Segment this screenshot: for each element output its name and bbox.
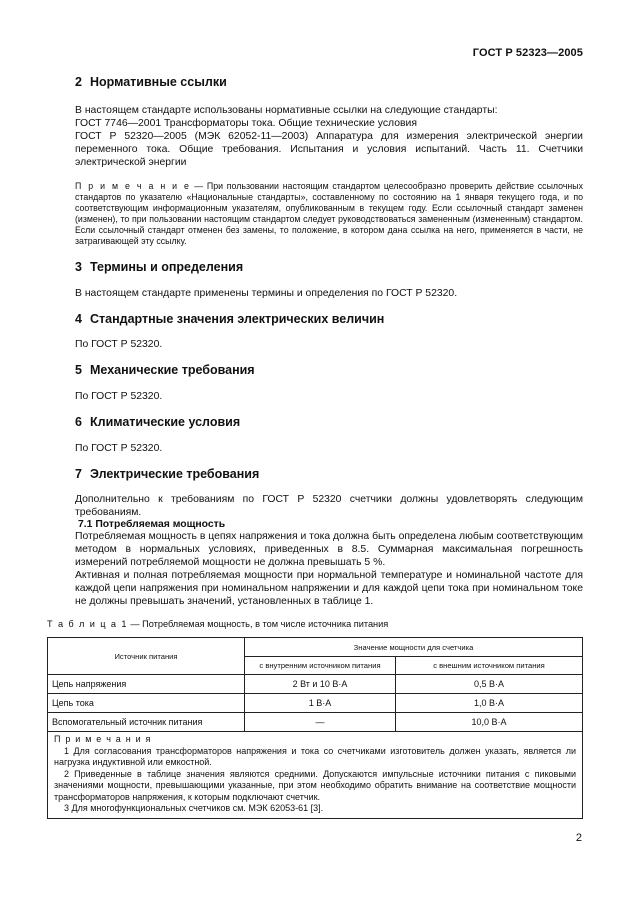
table-cell: 1 В·А [245,694,396,713]
section-title: Механические требования [90,363,255,377]
paragraph: По ГОСТ Р 52320. [75,339,163,350]
table-row [48,675,583,694]
table-cell: 2 Вт и 10 В·А [245,675,396,694]
section-title: Климатические условия [90,415,241,429]
table-row [48,713,583,732]
section-number: 5 [75,363,82,377]
reference-item: ГОСТ 7746—2001 Трансформаторы тока. Общие технические условия [75,118,417,129]
section-5-heading [75,363,583,377]
reference-item: ГОСТ Р 52320—2005 (МЭК 62052-11—2003) Аппаратура для измерения электрической энергии переменного тока. Общие требования. Испытания и условия испытаний. Часть 11. Счетчики электрической энергии [75,131,583,168]
note-text: — При пользовании настоящим стандартом целесообразно проверить действие ссылочных стандартов по указателю «Национальные стандарты», составленному по состоянию на 1 января текущего года, и по соответствующим информационным указателям, опубликованным в текущем году. Если ссылочный стандарт заменен (изменен), то при пользовании настоящим стандартом следует руководствоваться замененным (измененным) стандартом. Если ссылочный стандарт отменен без замены, то положение, в котором дана ссылка на него, применяется в части, не затрагивающей эту ссылку. [75,181,583,246]
section-title: Стандартные значения электрических величин [90,312,385,326]
paragraph: В настоящем стандарте использованы нормативные ссылки на следующие стандарты: [75,105,498,116]
section-number: 2 [75,75,82,89]
column-header-source: Источник питания [48,638,245,675]
section-2-note [75,181,583,247]
section-number: 4 [75,312,82,326]
paragraph: По ГОСТ Р 52320. [75,443,163,454]
column-header-group: Значение мощности для счетчика [245,638,583,657]
subsection-title: 7.1 Потребляемая мощность [78,519,226,530]
subsection-7-1 [75,519,583,608]
section-number: 6 [75,415,82,429]
running-header: ГОСТ Р 52323—2005 [472,47,583,59]
section-3-heading [75,260,583,274]
section-number: 7 [75,467,82,481]
note-label: П р и м е ч а н и е [75,181,191,191]
section-4-body [75,338,583,351]
table-caption [47,618,583,631]
table-cell: — [245,713,396,732]
table-cell: 10,0 В·А [396,713,583,732]
caption-label: Т а б л и ц а 1 [47,619,128,629]
paragraph: Активная и полная потребляемая мощности при нормальной температуре и номинальной частоте для каждой цепи напряжения при номинальном напряжении и для каждой цепи тока при номинальном токе не должны превышать значений, установленных в таблице 1. [75,570,583,607]
paragraph: Дополнительно к требованиям по ГОСТ Р 52320 счетчики должны удовлетворять следующим требованиям. [75,494,583,518]
section-7-body [75,493,583,519]
table-note: 2 Приведенные в таблице значения являются средними. Допускаются импульсные источники питания с пиковыми значениями мощности, превышающими указанные, при этом необходимо обратить внимание на соответствие мощности трансформаторов напряжения, к которым подключают счетчик. [54,768,576,802]
table-notes [47,732,583,819]
section-6-heading [75,415,583,429]
caption-text: — Потребляемая мощность, в том числе источника питания [127,619,389,629]
table-cell: Вспомогательный источник питания [48,713,245,732]
notes-label: П р и м е ч а н и я [54,734,152,744]
section-3-body [75,287,583,300]
paragraph: По ГОСТ Р 52320. [75,391,163,402]
table-note: 3 Для многофункциональных счетчиков см. МЭК 62053-61 [3]. [64,803,324,813]
section-title: Термины и определения [90,260,244,274]
section-title: Электрические требования [90,467,260,481]
section-number: 3 [75,260,82,274]
paragraph: Потребляемая мощность в цепях напряжения и тока должна быть определена любым соответствующим методом в нормальных условиях, приведенных в 8.5. Суммарная максимальная погрешность измерений потребляемой мощности не должна превышать 5 %. [75,531,583,568]
column-header-external: с внешним источником питания [396,657,583,675]
page-number: 2 [575,832,582,844]
section-2-heading [75,75,583,89]
table-cell: 1,0 В·А [396,694,583,713]
section-6-body [75,442,583,455]
section-title: Нормативные ссылки [90,75,227,89]
table-cell: Цепь напряжения [48,675,245,694]
section-2-body [75,104,583,169]
column-header-internal: с внутренним источником питания [245,657,396,675]
table-note: 1 Для согласования трансформаторов напряжения и тока со счетчиками изготовитель должен указать, является ли нагрузка индуктивной или емкостной. [54,745,576,767]
table-cell: Цепь тока [48,694,245,713]
power-table [47,637,583,819]
table-cell: 0,5 В·А [396,675,583,694]
section-7-heading [75,467,583,481]
table-row [48,694,583,713]
section-5-body [75,390,583,403]
section-4-heading [75,312,583,326]
paragraph: В настоящем стандарте применены термины и определения по ГОСТ Р 52320. [75,288,458,299]
